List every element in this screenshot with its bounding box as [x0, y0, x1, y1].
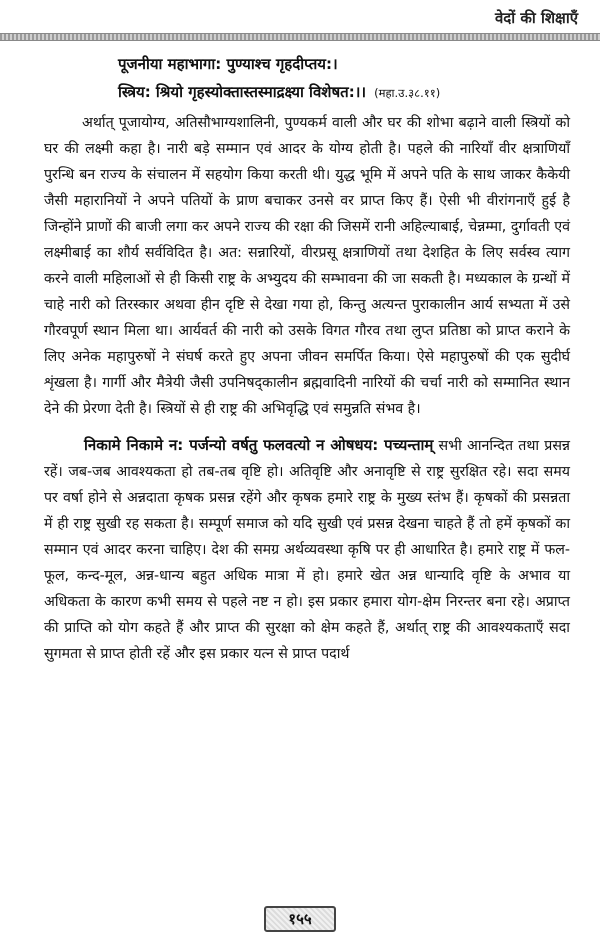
verse-reference: (महा.उ.३८.११) [374, 86, 441, 100]
paragraph-2-lead-verse: निकामे निकामे न: पर्जन्यो वर्षतु फलवत्यो न ओषधय: पच्यन्ताम् [84, 436, 434, 454]
paragraph-1: अर्थात् पूजायोग्य, अतिसौभाग्यशालिनी, पुण्यकर्म वाली और घर की शोभा बढ़ाने वाली स्त्रियों को घर की लक्ष्मी कहा है। नारी बड़े सम्मान एवं आदर के योग्य होती है। पहले की नारियाँ वीर क्षत्राणियाँ पुरन्धि बन राज्य के संचालन में सहयोग किया करती थी। युद्ध भूमि में अपने पति के साथ जाकर कैकेयी जैसी महारानियों ने अपने पतियों के प्राण बचाकर उनसे वर प्राप्त किए हैं। ऐसी भी वीरांगनाएँ हुई है जिन्होंने प्राणों की बाजी लगा कर अपने राज्य की रक्षा की जिसमें रानी अहिल्याबाई, चेन्नम्मा, दुर्गावती एवं लक्ष्मीबाई का शौर्य सर्वविदित है। अत: सन्नारियों, वीरप्रसू क्षत्राणियों तथा देशहित के लिए सर्वस्व त्याग करने वाली महिलाओं से ही किसी राष्ट्र के अभ्युदय की सम्भावना की जा सकती है। मध्यकाल के ग्रन्थों में चाहे नारी को तिरस्कार अथवा हीन दृष्टि से देखा गया हो, किन्तु अत्यन्त पुराकालीन आर्य सभ्यता में उसे गौरवपूर्ण स्थान मिला था। आर्यवर्त की नारी को उसके विगत गौरव तथा लुप्त प्रतिष्ठा को प्राप्त कराने के लिए अनेक महापुरुषों ने संघर्ष करते हुए अपना जीवन समर्पित किया। ऐसे महापुरुषों की एक सुदीर्घ शृंखला है। गार्गी और मैत्रेयी जैसी उपनिषद्कालीन ब्रह्मवादिनी नारियों की चर्चा नारी को सम्मानित स्थान देने की प्रेरणा देती है। स्त्रियों से ही राष्ट्र की अभिवृद्धि एवं समुन्नति संभव है। [44, 115, 570, 417]
running-header: वेदों की शिक्षाएँ [494, 9, 578, 27]
paragraph-2-body: सभी आनन्दित तथा प्रसन्न रहें। जब-जब आवश्यकता हो तब-तब वृष्टि हो। अतिवृष्टि और अनावृष्टि से राष्ट्र सुरक्षित रहे। सदा समय पर वर्षा होने से अन्नदाता कृषक प्रसन्न रहेंगे और कृषक हमारे राष्ट्र के मुख्य स्तंभ हैं। कृषकों की प्रसन्नता में ही राष्ट्र सुखी रह सकता है। सम्पूर्ण समाज को यदि सुखी एवं प्रसन्न देखना चाहते हैं तो हमें कृषकों का सम्मान एवं आदर करना चाहिए। देश की समग्र अर्थव्यवस्था कृषि पर ही आधारित है। हमारे राष्ट्र में फल-फूल, कन्द-मूल, अन्न-धान्य बहुत अधिक मात्रा में हो। हमारे खेत अन्न धान्यादि वृष्टि के अभाव या अधिकता के कारण कभी समय से पहले नष्ट न हो। इस प्रकार हमारा योग-क्षेम निरन्तर बना रहे। अप्राप्त की प्राप्ति को योग कहते हैं और प्राप्त की सुरक्षा को क्षेम कहते हैं, अर्थात् राष्ट्र की आवश्यकताएँ सदा सुगमता से प्राप्त होती रहें और इस प्रकार यत्न से प्राप्त पदार्थ [44, 438, 570, 662]
paragraph-2 [44, 432, 570, 667]
verse-line-2-row [44, 78, 570, 106]
verse-line-1: पूजनीया महाभागा: पुण्याश्च गृहदीप्तय:। [118, 55, 338, 73]
verse-line-2: स्त्रिय: श्रियो गृहस्योक्तास्तस्माद्रक्ष्या विशेषत:।। [118, 83, 367, 101]
header-rule [0, 33, 600, 41]
page-content [44, 50, 570, 667]
page-number: १५५ [264, 906, 336, 932]
